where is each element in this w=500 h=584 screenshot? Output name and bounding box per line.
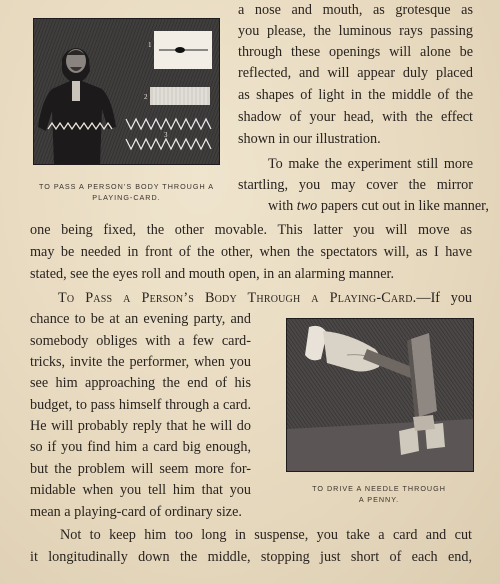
text-line: through these openings will alone be — [238, 44, 473, 60]
text-line: midable when you tell him that you — [30, 482, 251, 498]
text-line: budget, to pass himself through a card. — [30, 397, 251, 413]
section-heading-line — [58, 289, 472, 307]
text-line: To make the experiment still more — [268, 156, 473, 172]
card-label-1: 1 — [148, 41, 152, 49]
text-line: stated, see the eyes roll and mouth open, in an alarming manner. — [30, 266, 395, 282]
text-line: startling, you may cover the mirror — [238, 177, 473, 193]
text-line: you please, the luminous rays passing — [238, 23, 473, 39]
needle-penny-engraving — [287, 319, 473, 471]
text-line: Not to keep him too long in suspense, you take a card and cut — [60, 527, 472, 543]
text-line: mean a playing-card of ordinary size. — [30, 504, 242, 520]
caption-line: TO DRIVE A NEEDLE THROUGH — [312, 484, 446, 493]
text-line: may be needed in front of the other, when the spectators will, as I have — [30, 244, 472, 260]
card-label-3: 3 — [164, 131, 168, 139]
caption-line: TO PASS A PERSON’S BODY THROUGH A — [38, 182, 215, 191]
text-line: it longitudinally down the middle, stopping just short of each end, — [30, 549, 472, 565]
caption-playing-card — [30, 181, 223, 203]
caption-line: A PENNY. — [358, 495, 400, 504]
card-label-2: 2 — [144, 93, 148, 101]
text-line: but the problem will seem more for- — [30, 461, 251, 477]
emphasis-two: two — [296, 198, 318, 214]
text-line: with two papers cut out in like manner, — [268, 198, 489, 214]
text-line: as shapes of light in the middle of the — [238, 87, 473, 103]
text-line: reflected, and will appear duly placed — [238, 65, 473, 81]
text-line: somebody obliges with a few card- — [30, 333, 251, 349]
caption-line: PLAYING-CARD. — [92, 193, 161, 202]
text-line: shadow of your head, with the effect — [238, 109, 473, 125]
text-line: one being fixed, the other movable. This latter you will move as — [30, 222, 472, 238]
text-line: tricks, invite the performer, when you — [30, 354, 251, 370]
text-line: see him approaching the end of his — [30, 375, 251, 391]
illustration-needle-penny — [286, 318, 474, 472]
section-heading-tail: —If you — [416, 290, 473, 306]
caption-needle-penny — [286, 483, 472, 505]
text-line: so if you find him a card big enough, — [30, 439, 251, 455]
text-line: He will probably reply that he will do — [30, 418, 251, 434]
section-heading: To Pass a Person’s Body Through a Playing-Card. — [58, 290, 417, 306]
text-line: a nose and mouth, as grotesque as — [238, 2, 473, 18]
text-line: shown in our illustration. — [238, 131, 381, 147]
playing-card-engraving — [34, 19, 219, 164]
illustration-playing-card — [33, 18, 220, 165]
text-line: chance to be at an evening party, and — [30, 311, 251, 327]
